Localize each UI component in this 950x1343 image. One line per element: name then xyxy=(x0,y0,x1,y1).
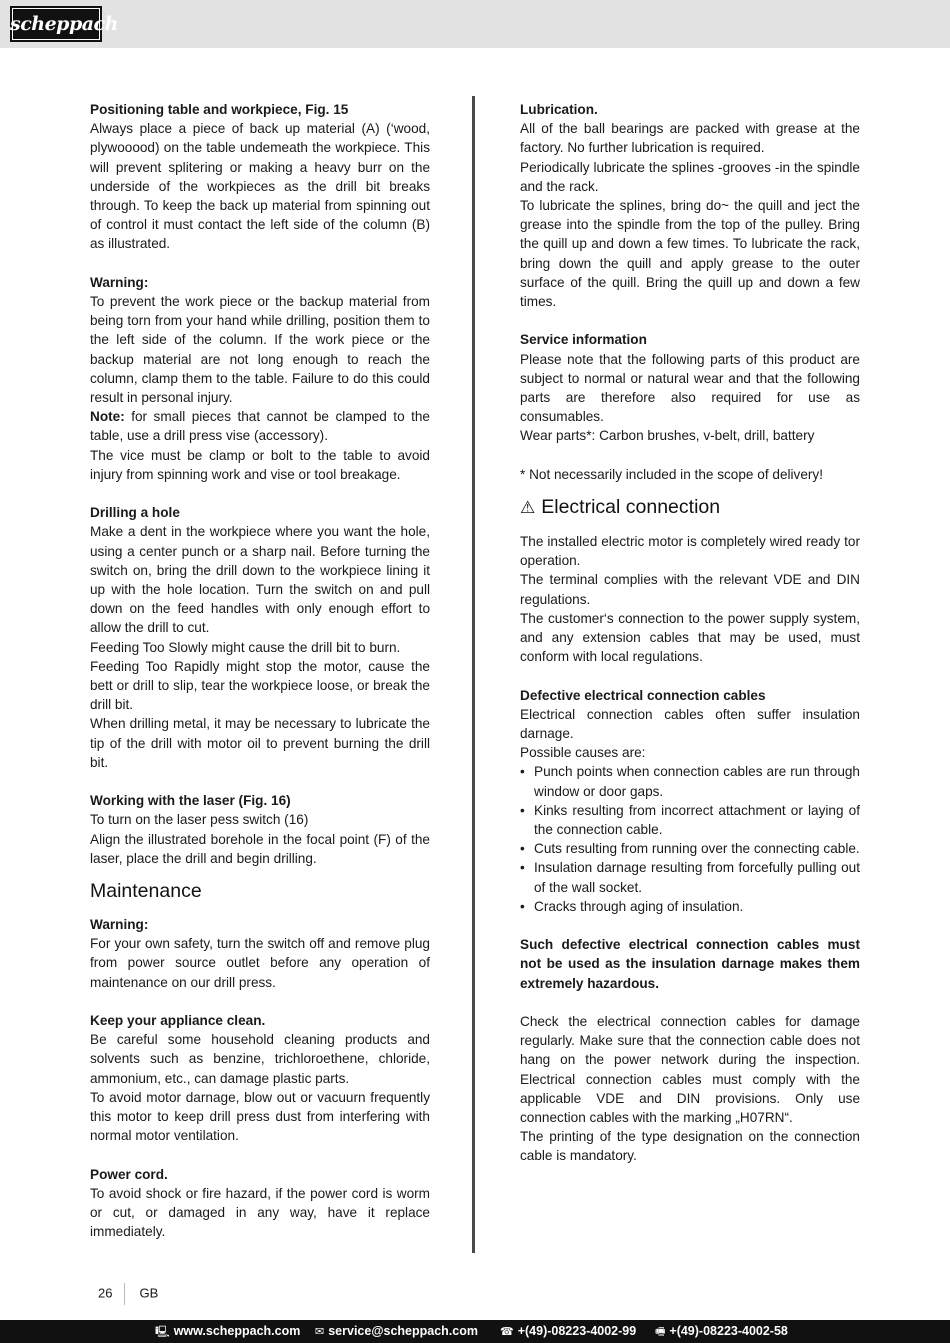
header-bar xyxy=(0,0,950,48)
section-title: Power cord. xyxy=(90,1166,168,1182)
paragraph: Align the illustrated borehole in the focal point (F) of the laser, place the drill and begin drilling. xyxy=(90,831,430,866)
paragraph: Please note that the following parts of this product are subject to normal or natural wear and that the following parts are therefore also required for use as consumables. xyxy=(520,351,860,425)
list-item: • Cuts resulting from running over the connecting cable. xyxy=(520,839,860,858)
page-number: 26 xyxy=(98,1285,113,1301)
page-footer xyxy=(98,1283,158,1305)
footer-email[interactable] xyxy=(315,1320,478,1343)
section-title: Warning: xyxy=(90,917,149,933)
list-item: • Punch points when connection cables are run through window or door gaps. xyxy=(520,762,860,800)
hazard-warning-paragraph: Such defective electrical connection cables must not be used as the insulation darnage makes them extremely hazardous. xyxy=(520,937,860,991)
paragraph: To lubricate the splines, bring do~ the quill and ject the grease into the spindle from the top of the pulley. Bring the quill up and down a few times. To lubricate the rack, bring down the quill and apply grease to the outer surface of the quill. Bring the quill up and down a few times. xyxy=(520,198,860,310)
fax-icon: 🖷 xyxy=(655,1325,666,1338)
electrical-connection-heading xyxy=(520,494,860,522)
heading-text: Electrical connection xyxy=(541,496,721,519)
list-item: • Insulation darnage resulting from forcefully pulling out of the wall socket. xyxy=(520,858,860,896)
paragraph: Wear parts*: Carbon brushes, v-belt, drill, battery xyxy=(520,428,815,444)
paragraph: * Not necessarily included in the scope of delivery! xyxy=(520,466,823,482)
section-title: Working with the laser (Fig. 16) xyxy=(90,793,291,809)
paragraph: Periodically lubricate the splines -grooves -in the spindle and the rack. xyxy=(520,159,860,194)
paragraph: To turn on the laser pess switch (16) xyxy=(90,812,309,828)
scheppach-logo: scheppach xyxy=(10,6,102,42)
warning-triangle-icon: ⚠ xyxy=(520,498,536,519)
footer-phone xyxy=(500,1320,636,1343)
list-item: • Cracks through aging of insulation. xyxy=(520,897,860,916)
column-divider xyxy=(472,96,475,1253)
paragraph: The installed electric motor is completely wired ready tor operation. xyxy=(520,534,860,569)
note-paragraph xyxy=(90,407,430,445)
paragraph: Check the electrical connection cables for damage regularly. Make sure that the connection cable does not hang on the power network during the inspection. Electrical connection cables must comply with the applicable VDE and DIN provisions. Only use connection cables with the marking „H07RN“. xyxy=(520,1014,860,1126)
section-title: Drilling a hole xyxy=(90,505,180,521)
paragraph: Feeding Too Rapidly might stop the motor, cause the bett or drill to slip, tear the workpiece loose, or break the drill bit. xyxy=(90,658,430,713)
paragraph: To avoid motor darnage, blow out or vacuurn frequently this motor to keep drill press dust from interfering with normal motor ventilation. xyxy=(90,1089,430,1144)
paragraph: For your own safety, turn the switch off and remove plug from power source outlet before any operation of maintenance on our drill press. xyxy=(90,936,430,990)
paragraph: Possible causes are: xyxy=(520,745,646,761)
email-link[interactable]: service@scheppach.com xyxy=(328,1324,478,1338)
paragraph: Always place a piece of back up material (A) (‘wood, plywooood) on the table undemeath the workpiece. This will prevent splitering or making a heavy burr on the underside of the workpieces as the drill bit breaks through. To keep the back up material from spinning out of control it must contact the left side of the column (B) as illustrated. xyxy=(90,121,430,252)
email-icon: ✉ xyxy=(315,1325,325,1338)
phone-number: +(49)-08223-4002-99 xyxy=(517,1324,637,1338)
section-title: Service information xyxy=(520,332,647,348)
contact-footer xyxy=(0,1320,950,1343)
phone-icon: ☎ xyxy=(500,1325,514,1338)
footer-fax xyxy=(655,1320,788,1343)
note-text: for small pieces that cannot be clamped to the table, use a drill press vise (accessory). xyxy=(90,409,430,444)
computer-icon: 🖳 xyxy=(155,1325,170,1338)
paragraph: The vice must be clamp or bolt to the table to avoid injury from spinning work and vise or tool breakage. xyxy=(90,447,430,482)
paragraph: All of the ball bearings are packed with grease at the factory. No further lubrication is required. xyxy=(520,121,860,156)
paragraph: To avoid shock or fire hazard, if the power cord is worm or cut, or damaged in any way, have it replace immediately. xyxy=(90,1185,430,1240)
paragraph: To prevent the work piece or the backup material from being torn from your hand while drilling, position them to the left side of the column. If the work piece or the backup material are not long enough to reach the column, clamp them to the table. Failure to do this could result in personal injury. xyxy=(90,294,430,406)
language-code: GB xyxy=(139,1285,159,1301)
section-title: Keep your appliance clean. xyxy=(90,1013,266,1029)
right-column xyxy=(520,100,860,1166)
note-label: Note: xyxy=(90,409,125,425)
left-column xyxy=(90,100,430,1242)
section-title: Positioning table and workpiece, Fig. 15 xyxy=(90,102,349,117)
paragraph: The customer‘s connection to the power supply system, and any extension cables that may be used, must conform with local regulations. xyxy=(520,610,860,665)
maintenance-heading: Maintenance xyxy=(90,880,202,903)
causes-list xyxy=(520,762,860,916)
section-title: Lubrication. xyxy=(520,102,598,117)
paragraph: Make a dent in the workpiece where you want the hole, using a center punch or a sharp nail. Before turning the switch on, bring the drill down to the workpiece lining it up with the hole location. Turn the switch on and pull down on the feed handles with only enough effort to allow the drill to cut. xyxy=(90,524,430,636)
footer-web[interactable] xyxy=(155,1320,300,1343)
paragraph: Feeding Too Slowly might cause the drill bit to burn. xyxy=(90,639,401,655)
website-link[interactable]: www.scheppach.com xyxy=(173,1324,301,1338)
paragraph: The printing of the type designation on the connection cable is mandatory. xyxy=(520,1129,860,1164)
paragraph: Electrical connection cables often suffer insulation darnage. xyxy=(520,706,860,742)
paragraph: When drilling metal, it may be necessary to lubricate the tip of the drill with motor oil to prevent burning the drill bit. xyxy=(90,716,430,770)
fax-number: +(49)-08223-4002-58 xyxy=(669,1324,788,1338)
list-item: • Kinks resulting from incorrect attachment or laying of the connection cable. xyxy=(520,801,860,839)
paragraph: The terminal complies with the relevant VDE and DIN regulations. xyxy=(520,572,860,607)
section-title: Warning: xyxy=(90,274,149,290)
section-title: Defective electrical connection cables xyxy=(520,687,766,703)
paragraph: Be careful some household cleaning products and solvents such as benzine, trichloroethene, chloride, ammonium, etc., can damage plastic parts. xyxy=(90,1032,430,1086)
